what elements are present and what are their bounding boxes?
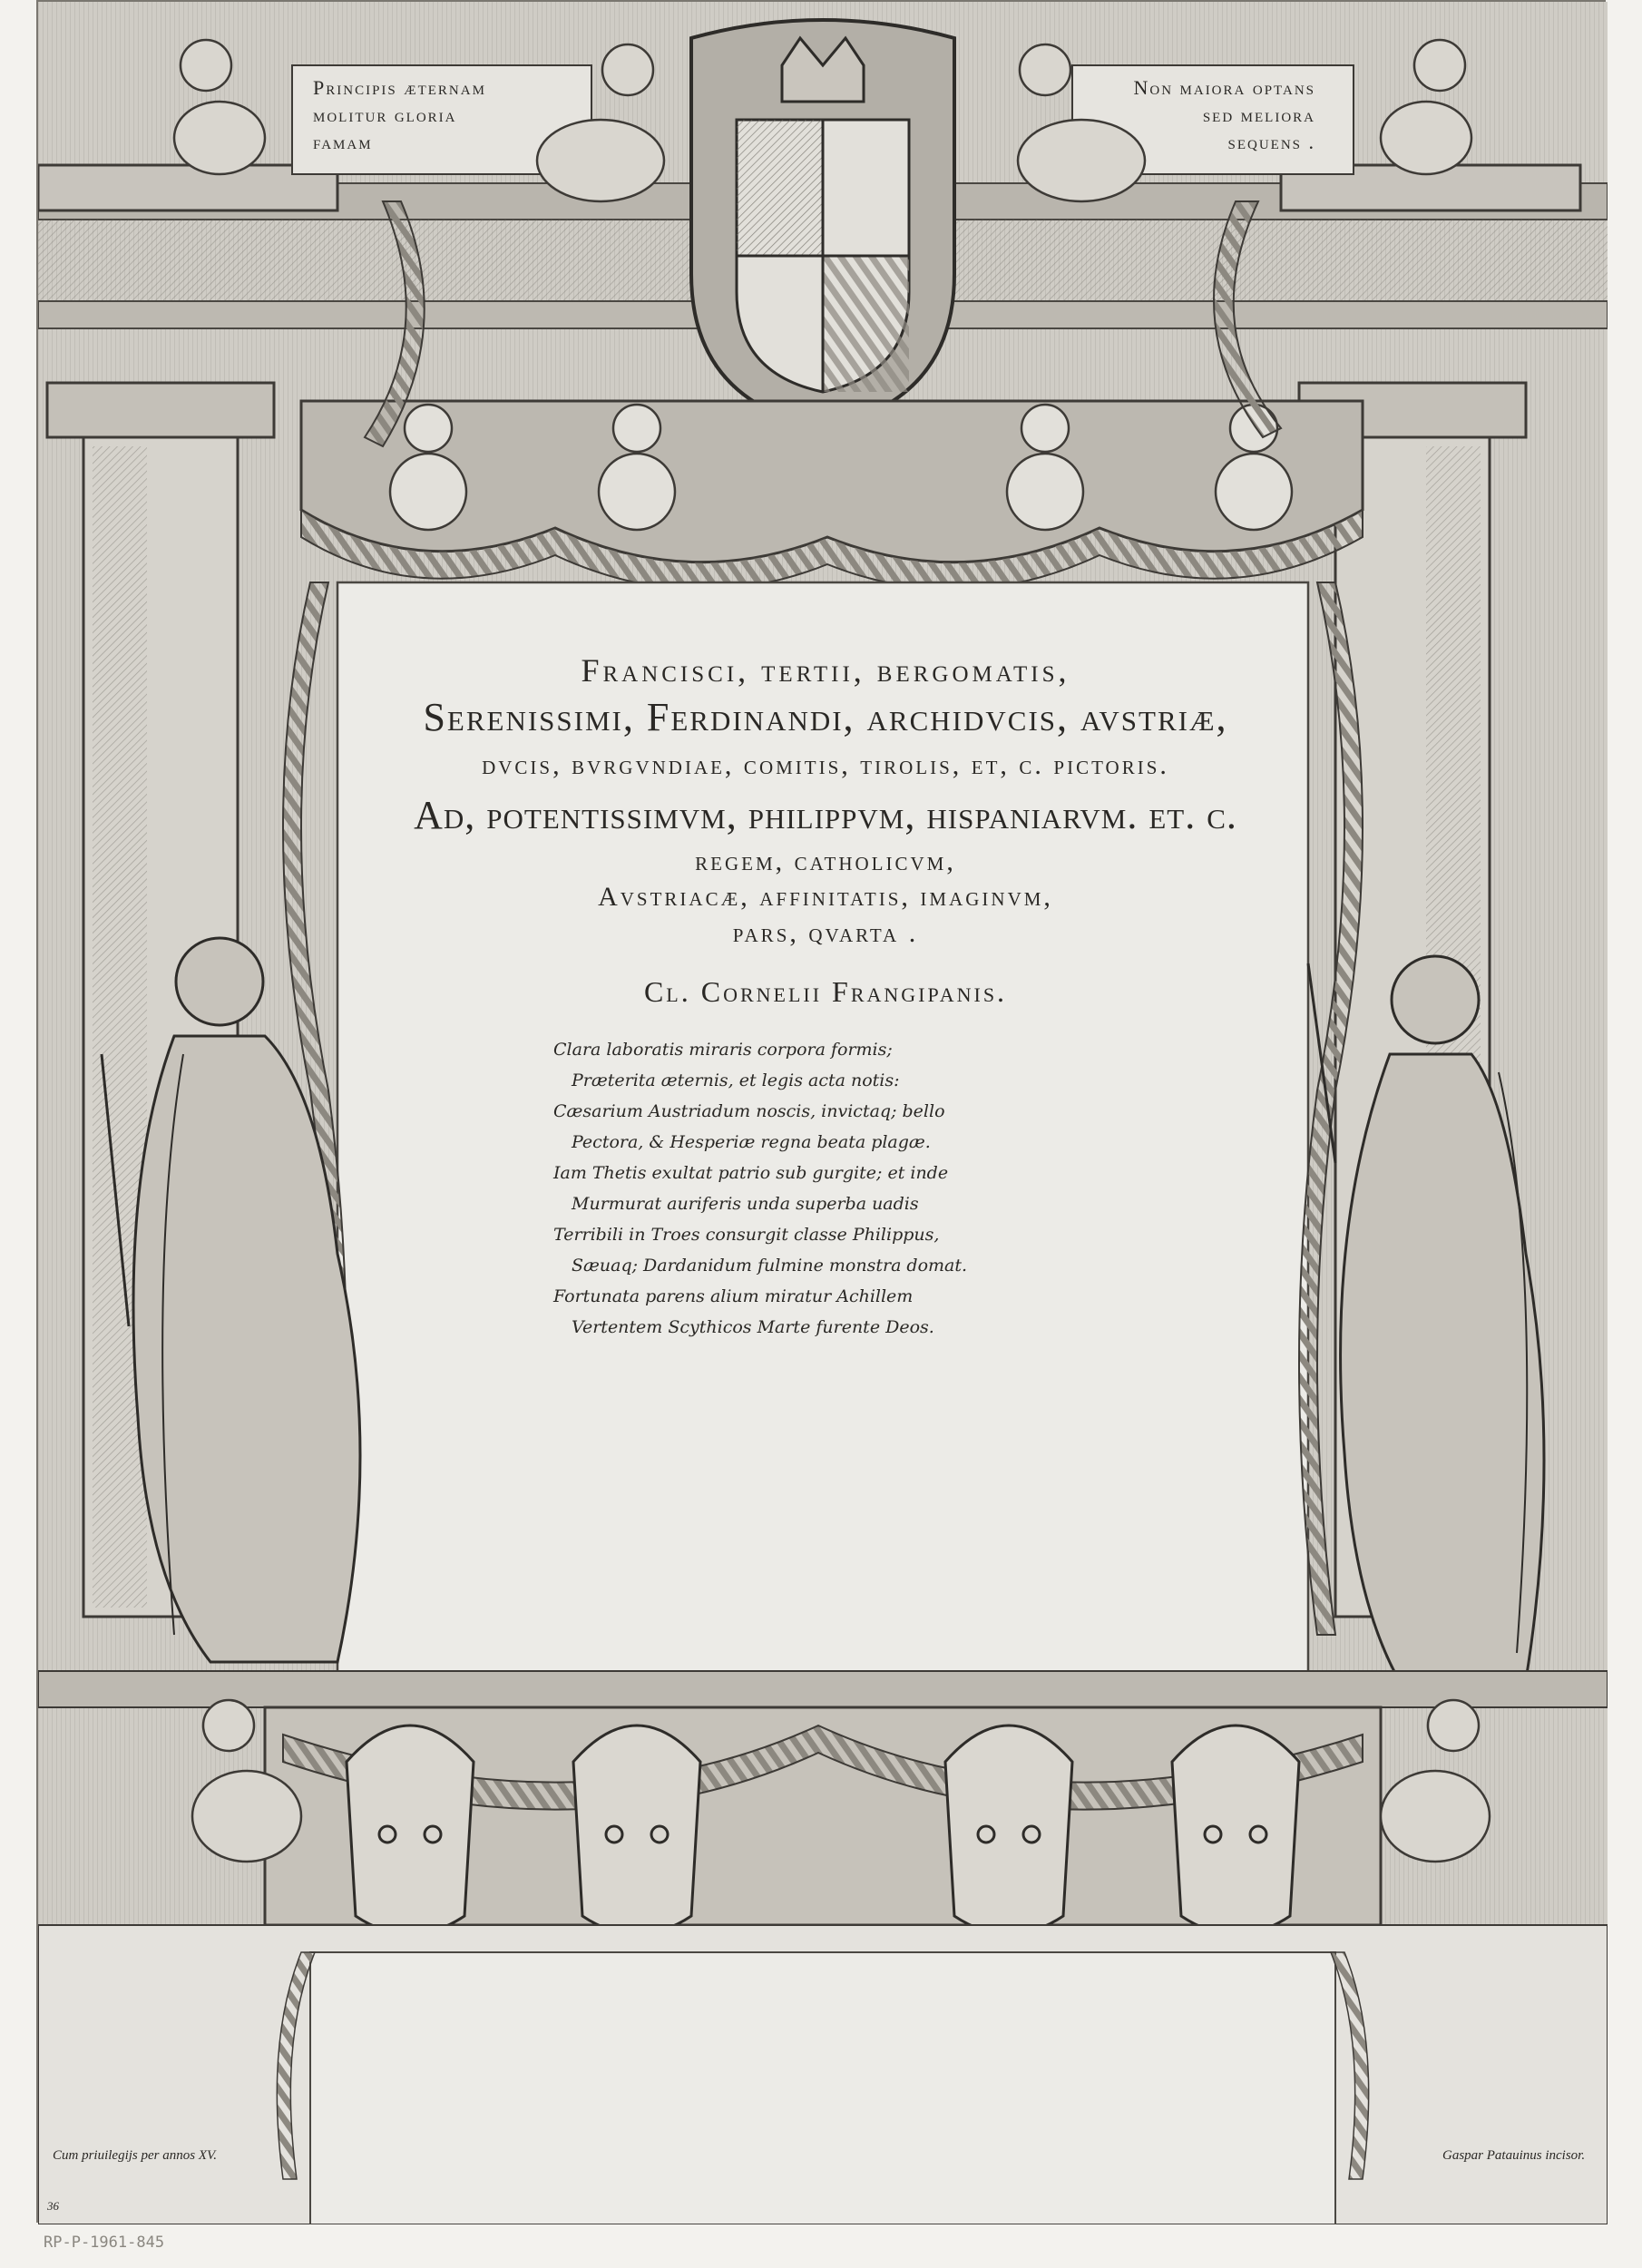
- coat-of-arms: [691, 20, 954, 428]
- poem-line: Murmurat auriferis unda superba uadis: [572, 1194, 919, 1214]
- poem-line: Clara laboratis miraris corpora formis;: [553, 1040, 893, 1060]
- poem-line: Cæsarium Austriadum noscis, invictaq; bello: [553, 1101, 945, 1121]
- dedicatory-poem: [553, 1034, 1098, 1343]
- poem-line: Præterita æternis, et legis acta notis:: [572, 1070, 900, 1090]
- motto-line: molitur gloria: [313, 103, 457, 126]
- poem-line: Terribili in Troes consurgit classe Philippus,: [553, 1225, 940, 1245]
- engraver-signature: Gaspar Patauinus incisor.: [1442, 2148, 1586, 2163]
- right-motto: [1089, 74, 1315, 156]
- title-line: regem, catholicvm,: [695, 846, 956, 876]
- left-motto: [313, 74, 540, 156]
- motto-line: Principis æternam: [313, 76, 486, 99]
- motto-line: sed meliora: [1202, 103, 1315, 126]
- motto-line: sequens .: [1227, 131, 1315, 153]
- inventory-number: RP-P-1961-845: [44, 2234, 165, 2252]
- title-line: dvcis, bvrgvndiae, comitis, tirolis, et, c. pictoris.: [482, 750, 1169, 780]
- motto-line: Non maiora optans: [1133, 76, 1315, 99]
- poem-line: Sæuaq; Dardanidum fulmine monstra domat.: [572, 1256, 968, 1276]
- grotesque-mask-icon: [1172, 1725, 1299, 1934]
- grotesque-mask-icon: [347, 1725, 474, 1934]
- privilege-note: Cum priuilegijs per annos XV.: [53, 2148, 217, 2163]
- title-line: Francisci, tertii, bergomatis,: [581, 652, 1070, 689]
- title-line: Ad, potentissimvm, philippvm, hispaniarvm. et. c.: [414, 793, 1237, 837]
- poem-line: Vertentem Scythicos Marte furente Deos.: [572, 1317, 934, 1337]
- grotesque-mask-icon: [945, 1725, 1072, 1934]
- author-line: Cl. Cornelii Frangipanis.: [643, 975, 1008, 1008]
- grotesque-mask-icon: [573, 1725, 700, 1934]
- motto-line: famam: [313, 131, 373, 153]
- poem-line: Pectora, & Hesperiæ regna beata plagæ.: [572, 1132, 931, 1152]
- title-line: Avstriacæ, affinitatis, imaginvm,: [598, 882, 1053, 912]
- title-line: pars, qvarta .: [732, 918, 919, 948]
- title-line: Serenissimi, Ferdinandi, archidvcis, avstriæ,: [423, 695, 1228, 739]
- poem-line: Iam Thetis exultat patrio sub gurgite; et inde: [553, 1163, 949, 1183]
- plate-number: 36: [47, 2199, 59, 2213]
- poem-line: Fortunata parens alium miratur Achillem: [553, 1286, 914, 1306]
